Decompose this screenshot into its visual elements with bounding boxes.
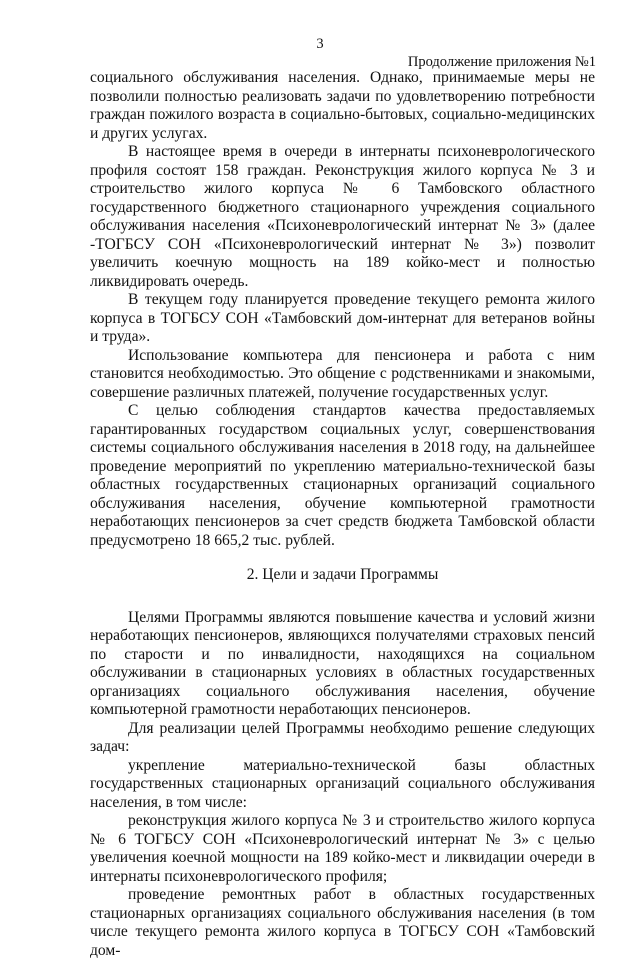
- paragraph: реконструкция жилого корпуса № 3 и строительство жилого корпуса № 6 ТОГБСУ СОН «Психоневрологический интернат № 3» с целью увеличения коечной мощности на 189 койко-мест и ликвидации очереди в интернаты психоневрологического профиля;: [90, 812, 595, 885]
- section-heading: 2. Цели и задачи Программы: [246, 566, 439, 583]
- paragraph: В текущем году планируется проведение текущего ремонта жилого корпуса в ТОГБСУ СОН «Тамбовский дом-интернат для ветеранов войны и труда».: [90, 291, 595, 345]
- paragraph: проведение ремонтных работ в областных государственных стационарных организациях социального обслуживания населения (в том числе текущего ремонта жилого корпуса в ТОГБСУ СОН «Тамбовский дом-: [90, 886, 595, 959]
- paragraph: Целями Программы являются повышение качества и условий жизни неработающих пенсионеров, являющихся получателями страховых пенсий по старости и по инвалидности, находящихся на социальном обслуживании в стационарных условиях в областных государственных организациях социального обслуживания населения, обучение компьютерной грамотности неработающих пенсионеров.: [90, 608, 595, 718]
- paragraph: Для реализации целей Программы необходимо решение следующих задач:: [90, 719, 595, 755]
- paragraph: Использование компьютера для пенсионера и работа с ним становится необходимостью. Это общение с родственниками и знакомыми, совершение различных платежей, получение государственных услуг.: [90, 346, 595, 401]
- paragraph: С целью соблюдения стандартов качества предоставляемых гарантированных государством социальных услуг, совершенствования системы социального обслуживания населения в 2018 году, на дальнейшее проведение мероприятий по укреплению материально-технической базы областных государственных стационарных организаций социального обслуживания населения, обучение компьютерной грамотности неработающих пенсионеров за счет средств бюджета Тамбовской области предусмотрено 18 665,2 тыс. рублей.: [90, 402, 595, 549]
- appendix-continuation-note: Продолжение приложения №1: [407, 54, 596, 70]
- paragraph: укрепление материально-технической базы областных государственных стационарных организаций социального обслуживания населения, в том числе:: [90, 756, 595, 811]
- document-body: [90, 69, 595, 960]
- paragraph: В настоящее время в очереди в интернаты психоневрологического профиля состоят 158 граждан. Реконструкция жилого корпуса № 3 и строительство жилого корпуса № 6 Тамбовского областного государственного бюджетного стационарного учреждения социального обслуживания населения «Психоневрологический интернат № 3» (далее -ТОГБСУ СОН «Психоневрологический интернат № 3») позволит увеличить коечную мощность на 189 койко-мест и полностью ликвидировать очередь.: [90, 143, 595, 290]
- page-number: 3: [316, 36, 324, 52]
- paragraph: социального обслуживания населения. Однако, принимаемые меры не позволили полностью реализовать задачи по удовлетворению потребности граждан пожилого возраста в социально-бытовых, социально-медицинских и других услугах.: [90, 69, 595, 142]
